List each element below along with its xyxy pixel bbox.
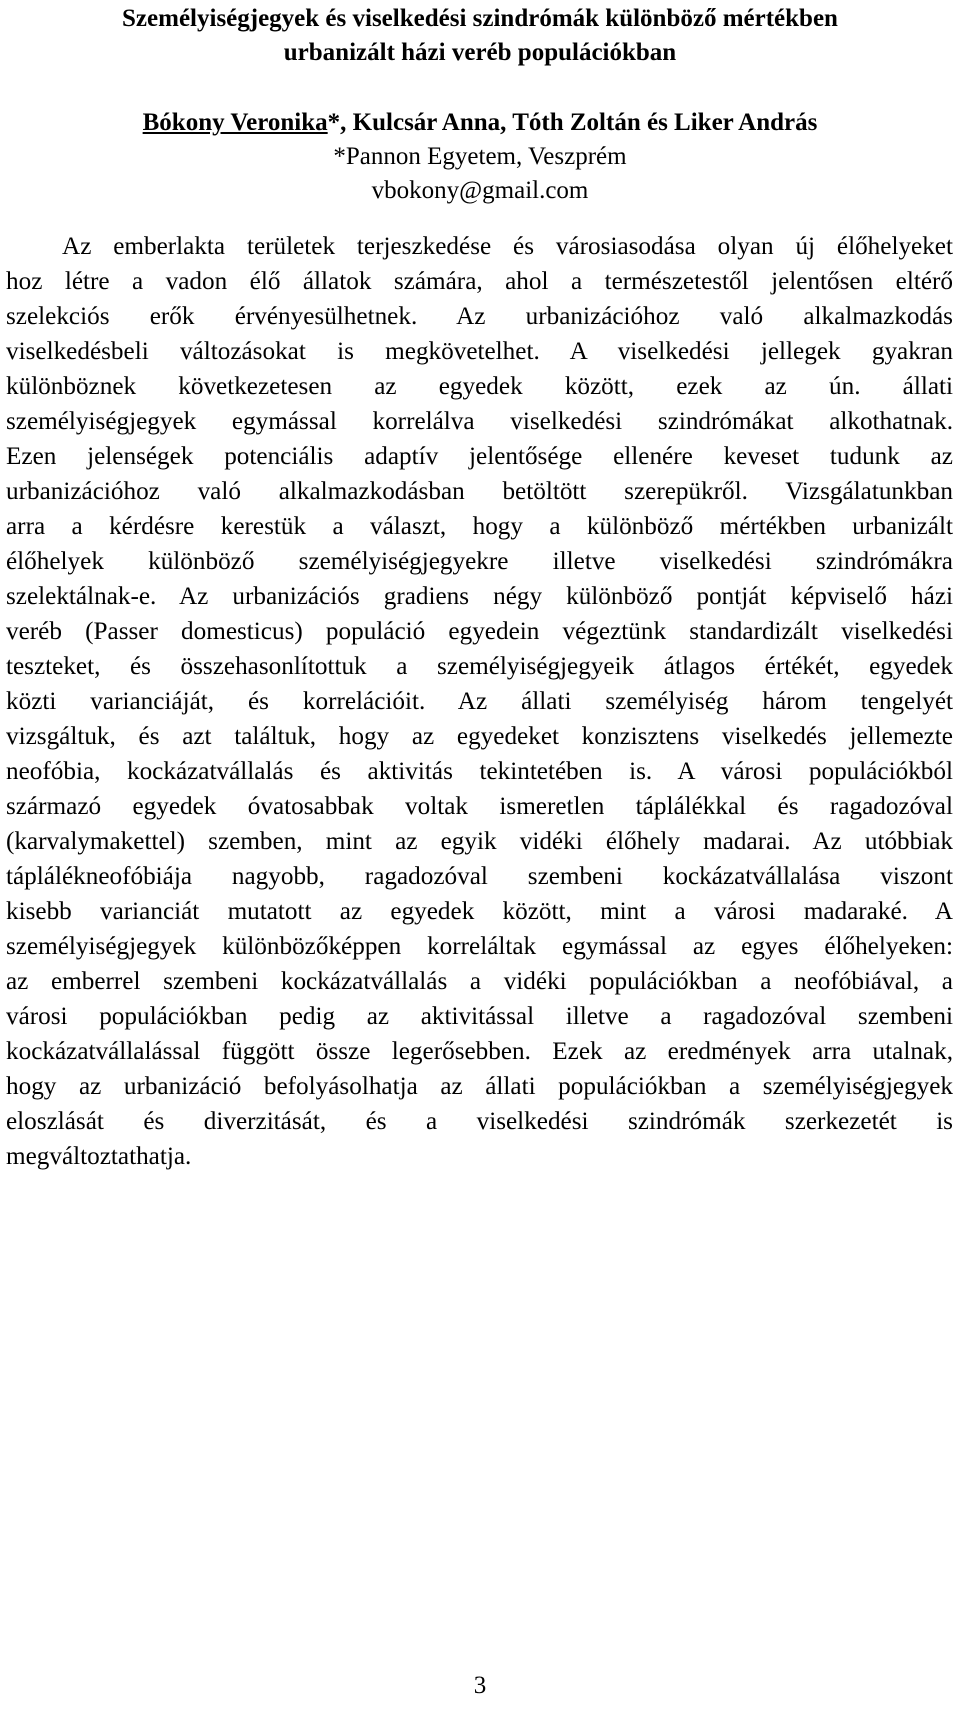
other-authors: *, Kulcsár Anna, Tóth Zoltán és Liker András xyxy=(327,109,818,136)
abstract-line: városi populációkban pedig az aktivitással illetve a ragadozóval szembeni xyxy=(6,1003,953,1030)
abstract-line: viselkedésbeli változásokat is megkövetelhet. A viselkedési jellegek gyakran xyxy=(6,338,953,365)
abstract-line: élőhelyek különböző személyiségjegyekre illetve viselkedési szindrómákra xyxy=(6,548,953,575)
abstract-line: kockázatvállalással függött össze legerősebben. Ezek az eredmények arra utalnak, xyxy=(6,1038,953,1065)
abstract-line: Ezen jelenségek potenciális adaptív jelentősége ellenére keveset tudunk az xyxy=(6,443,953,470)
abstract-line: hogy az urbanizáció befolyásolhatja az állati populációkban a személyiségjegyek xyxy=(6,1073,953,1100)
abstract-line: Az emberlakta területek terjeszkedése és városiasodása olyan új élőhelyeket xyxy=(62,233,953,260)
abstract-line: különböznek következetesen az egyedek között, ezek az ún. állati xyxy=(6,373,953,400)
abstract-line: neofóbia, kockázatvállalás és aktivitás tekintetében is. A városi populációkból xyxy=(6,758,953,785)
affiliation: *Pannon Egyetem, Veszprém xyxy=(333,143,627,170)
contact-email: vbokony@gmail.com xyxy=(371,177,589,204)
abstract-line: urbanizációhoz való alkalmazkodásban betöltött szerepükről. Vizsgálatunkban xyxy=(6,478,953,505)
abstract-line: személyiségjegyek különbözőképpen korreláltak egymással az egyes élőhelyeken: xyxy=(6,933,953,960)
abstract-line: hoz létre a vadon élő állatok számára, ahol a természetestől jelentősen eltérő xyxy=(6,268,953,295)
abstract-line: vizsgáltuk, és azt találtuk, hogy az egyedeket konzisztens viselkedés jellemezte xyxy=(6,723,953,750)
abstract-line: szelektálnak-e. Az urbanizációs gradiens négy különböző pontját képviselő házi xyxy=(6,583,953,610)
abstract-line: szelekciós erők érvényesülhetnek. Az urbanizációhoz való alkalmazkodás xyxy=(6,303,953,330)
abstract-line: közti varianciáját, és korrelációit. Az állati személyiség három tengelyét xyxy=(6,688,953,715)
abstract-line: megváltoztathatja. xyxy=(6,1143,192,1170)
abstract-line: az emberrel szembeni kockázatvállalás a vidéki populációkban a neofóbiával, a xyxy=(6,968,953,995)
title-line-1: Személyiségjegyek és viselkedési szindrómák különböző mértékben xyxy=(122,5,838,32)
paper-title xyxy=(40,2,920,70)
title-line-2: urbanizált házi veréb populációkban xyxy=(283,39,677,66)
page-number: 3 xyxy=(473,1672,487,1699)
abstract-line: veréb (Passer domesticus) populáció egyedein végeztünk standardizált viselkedési xyxy=(6,618,953,645)
abstract-line: személyiségjegyek egymással korrelálva viselkedési szindrómákat alkothatnak. xyxy=(6,408,953,435)
abstract-line: eloszlását és diverzitását, és a viselkedési szindrómák szerkezetét is xyxy=(6,1108,953,1135)
author-list xyxy=(40,106,920,140)
abstract-line: kisebb varianciát mutatott az egyedek között, mint a városi madaraké. A xyxy=(6,898,953,925)
abstract-paragraph xyxy=(6,229,953,1174)
abstract-line: táplálékneofóbiája nagyobb, ragadozóval szembeni kockázatvállalása viszont xyxy=(6,863,953,890)
abstract-line: arra a kérdésre kerestük a választ, hogy a különböző mértékben urbanizált xyxy=(6,513,953,540)
first-author: Bókony Veronika xyxy=(142,109,328,136)
abstract-line: (karvalymakettel) szemben, mint az egyik vidéki élőhely madarai. Az utóbbiak xyxy=(6,828,953,855)
abstract-line: származó egyedek óvatosabbak voltak ismeretlen táplálékkal és ragadozóval xyxy=(6,793,953,820)
abstract-line: teszteket, és összehasonlítottuk a személyiségjegyeik átlagos értékét, egyedek xyxy=(6,653,953,680)
